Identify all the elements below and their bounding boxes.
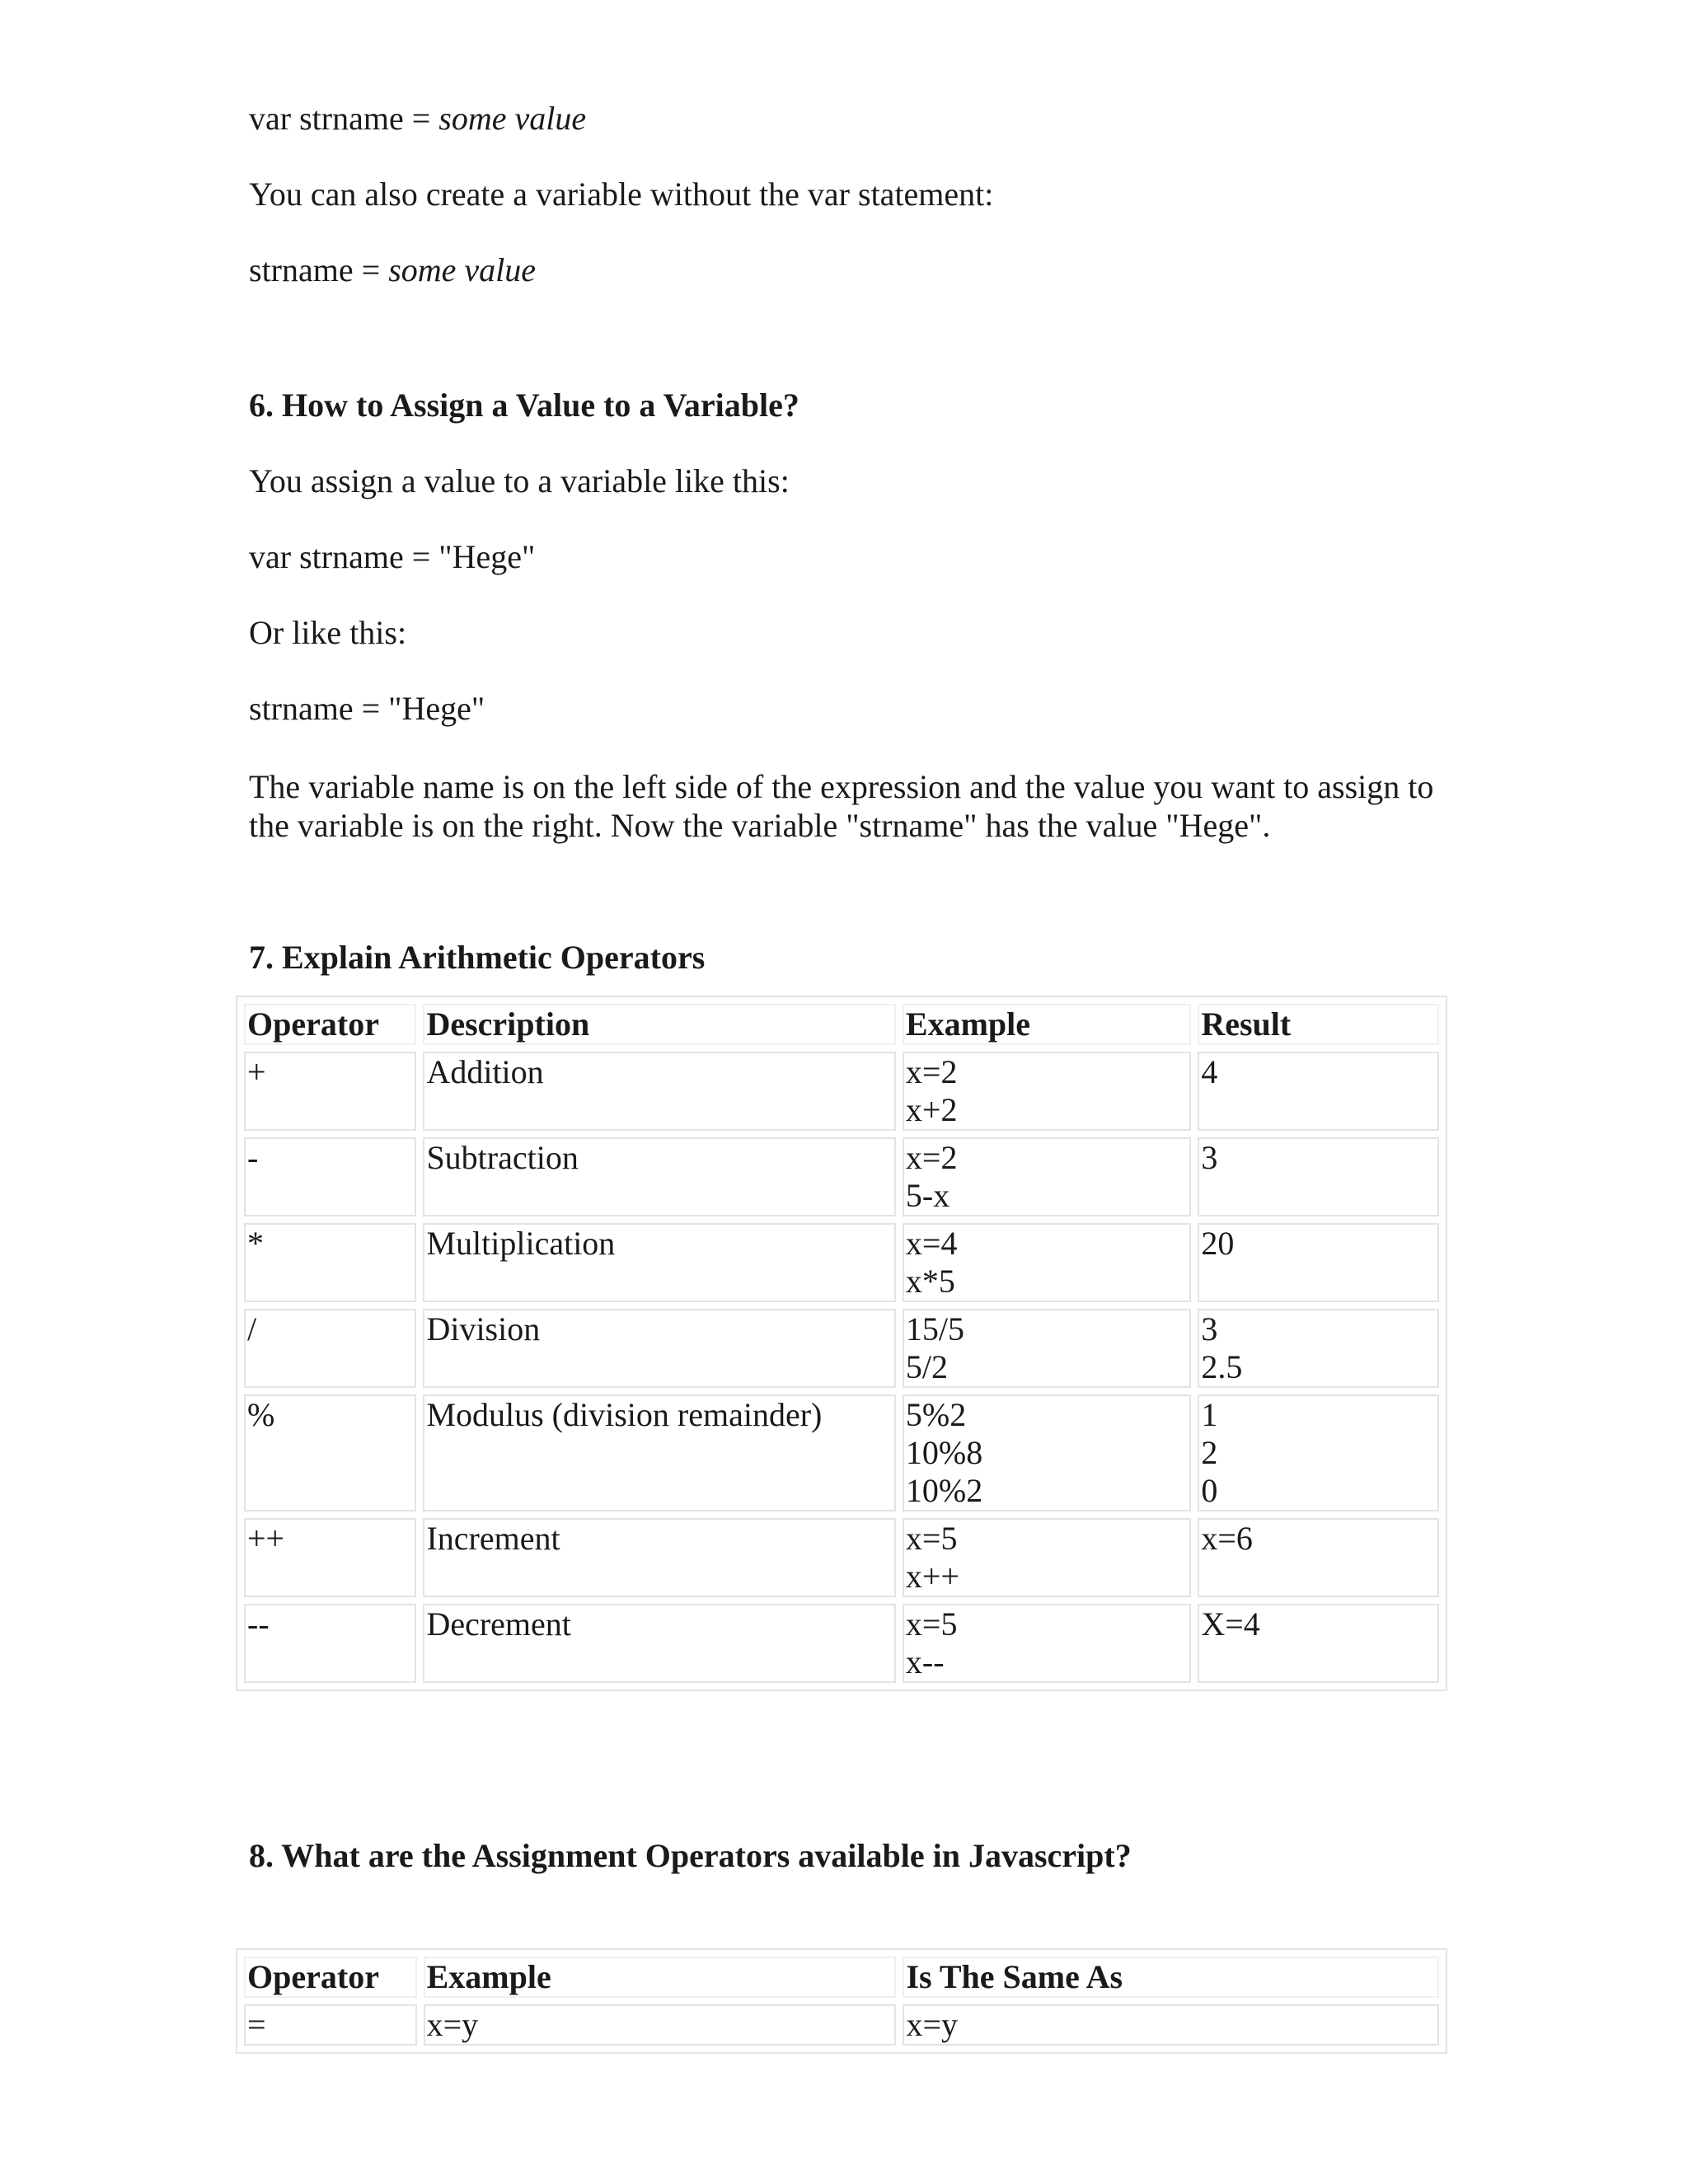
example-cell-line: x-- xyxy=(905,1643,945,1680)
result-cell xyxy=(1198,1052,1439,1131)
section-6-heading: 6. How to Assign a Value to a Variable? xyxy=(249,387,799,424)
example-cell-line: 5-x xyxy=(905,1177,950,1214)
result-cell-line: 1 xyxy=(1201,1396,1218,1433)
example-cell xyxy=(903,1052,1191,1131)
description-cell: Division xyxy=(423,1309,895,1388)
description-cell: Increment xyxy=(423,1518,895,1597)
table-row xyxy=(244,1518,1439,1597)
header-result: Result xyxy=(1198,1004,1439,1045)
example-cell-line: x=2 xyxy=(905,1053,958,1090)
table-header-row xyxy=(244,1004,1439,1045)
result-cell xyxy=(1198,1604,1439,1683)
operator-cell: = xyxy=(244,2004,417,2046)
assignment-operators-table xyxy=(236,1948,1447,2054)
result-cell-line: 2 xyxy=(1201,1434,1218,1471)
example-cell-line: 15/5 xyxy=(905,1310,965,1347)
no-var-value: some value xyxy=(388,251,537,288)
table-row xyxy=(244,1604,1439,1683)
arithmetic-operators-table xyxy=(236,996,1447,1691)
result-cell xyxy=(1198,1394,1439,1511)
header-operator: Operator xyxy=(244,1957,417,1998)
description-cell: Modulus (division remainder) xyxy=(423,1394,895,1511)
header-example: Example xyxy=(903,1004,1191,1045)
table-row xyxy=(244,1223,1439,1302)
example-cell xyxy=(903,1309,1191,1388)
header-example: Example xyxy=(424,1957,897,1998)
example-cell-line: x++ xyxy=(905,1558,960,1595)
example-cell xyxy=(903,1604,1191,1683)
example-cell-line: 10%2 xyxy=(905,1472,983,1509)
result-cell-line: 20 xyxy=(1201,1225,1235,1262)
var-declaration-value: some value xyxy=(438,100,587,137)
same-as-cell: x=y xyxy=(903,2004,1439,2046)
table-row xyxy=(244,1052,1439,1131)
result-cell-line: x=6 xyxy=(1201,1520,1253,1557)
no-var-line xyxy=(249,251,536,290)
table-row xyxy=(244,2004,1439,2046)
example-cell-line: x*5 xyxy=(905,1263,955,1300)
example-cell xyxy=(903,1137,1191,1216)
section-6-paragraph-3: The variable name is on the left side of the expression and the value you want to assign to the variable is on the right. Now the variable "strname" has the value "Hege". xyxy=(249,768,1434,844)
section-6-paragraph-2: Or like this: xyxy=(249,614,407,651)
description-cell: Decrement xyxy=(423,1604,895,1683)
result-cell-line: 2.5 xyxy=(1201,1348,1243,1385)
example-cell: x=y xyxy=(424,2004,897,2046)
example-cell-line: 5/2 xyxy=(905,1348,949,1385)
result-cell-line: 0 xyxy=(1201,1472,1218,1509)
result-cell xyxy=(1198,1309,1439,1388)
example-cell xyxy=(903,1394,1191,1511)
section-6-paragraph-1: You assign a value to a variable like this: xyxy=(249,462,790,499)
no-var-text: You can also create a variable without the var statement: xyxy=(249,176,994,213)
example-cell-line: x=5 xyxy=(905,1520,958,1557)
header-same-as: Is The Same As xyxy=(903,1957,1439,1998)
result-cell-line: 4 xyxy=(1201,1053,1218,1090)
table-row xyxy=(244,1309,1439,1388)
operator-cell: + xyxy=(244,1052,416,1131)
example-cell-line: 10%8 xyxy=(905,1434,983,1471)
operator-cell: - xyxy=(244,1137,416,1216)
header-operator: Operator xyxy=(244,1004,416,1045)
var-declaration-line xyxy=(249,99,586,138)
table-row xyxy=(244,1137,1439,1216)
operator-cell: -- xyxy=(244,1604,416,1683)
example-cell-line: x+2 xyxy=(905,1091,958,1128)
no-var-code: strname = xyxy=(249,251,389,288)
result-cell xyxy=(1198,1518,1439,1597)
description-cell: Subtraction xyxy=(423,1137,895,1216)
result-cell-line: 3 xyxy=(1201,1310,1218,1347)
example-cell-line: x=2 xyxy=(905,1139,958,1176)
header-description: Description xyxy=(423,1004,895,1045)
result-cell-line: X=4 xyxy=(1201,1605,1260,1643)
example-cell-line: x=5 xyxy=(905,1605,958,1643)
section-6-code-2: strname = "Hege" xyxy=(249,690,485,727)
section-7-heading: 7. Explain Arithmetic Operators xyxy=(249,939,706,976)
operator-cell: * xyxy=(244,1223,416,1302)
result-cell-line: 3 xyxy=(1201,1139,1218,1176)
example-cell-line: x=4 xyxy=(905,1225,958,1262)
result-cell xyxy=(1198,1223,1439,1302)
section-6-code-1: var strname = "Hege" xyxy=(249,538,536,575)
section-8-heading: 8. What are the Assignment Operators available in Javascript? xyxy=(249,1837,1132,1874)
operator-cell: / xyxy=(244,1309,416,1388)
operator-cell: ++ xyxy=(244,1518,416,1597)
example-cell-line: 5%2 xyxy=(905,1396,967,1433)
description-cell: Addition xyxy=(423,1052,895,1131)
table-row xyxy=(244,1394,1439,1511)
description-cell: Multiplication xyxy=(423,1223,895,1302)
example-cell xyxy=(903,1518,1191,1597)
operator-cell: % xyxy=(244,1394,416,1511)
var-declaration-code: var strname = xyxy=(249,100,439,137)
example-cell xyxy=(903,1223,1191,1302)
table-header-row xyxy=(244,1957,1439,1998)
result-cell xyxy=(1198,1137,1439,1216)
